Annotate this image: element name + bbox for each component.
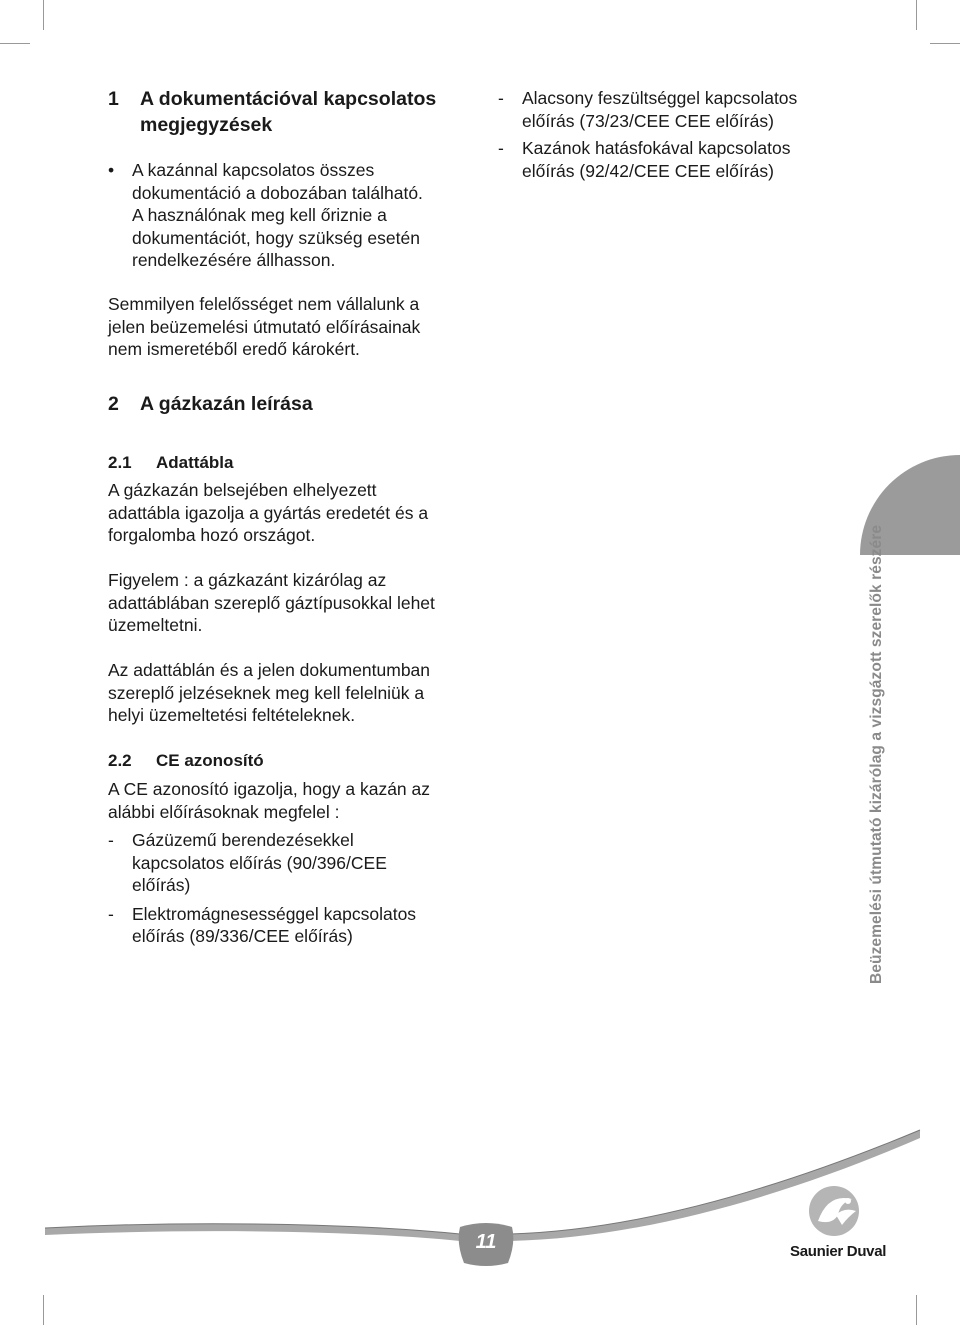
bullet-line: A használónak meg kell őriznie a	[132, 205, 387, 225]
disclaimer-paragraph: Semmilyen felelősséget nem vállalunk a jelen beüzemelési útmutató előírásainak nem ismeretéből eredő károkért.	[108, 294, 421, 359]
sidebar-vertical-text: Beüzemelési útmutató kizárólag a vizsgázott szerelők részére	[868, 524, 885, 984]
list-item: - Elektromágnesességgel kapcsolatos előírás (89/336/CEE előírás)	[108, 903, 417, 946]
ce-intro-paragraph: A CE azonosító igazolja, hogy a kazán az alábbi előírásoknak megfelel :	[108, 779, 431, 822]
adattabla-paragraph-2: Figyelem : a gázkazánt kizárólag az adattáblában szereplő gáztípusokkal lehet üzemeltetni.	[108, 570, 435, 635]
bullet-line: dokumentáció a dobozában található.	[132, 182, 423, 203]
section-2-heading: 2 A gázkazán leírása	[108, 393, 313, 415]
crop-mark	[43, 1295, 44, 1325]
subsection-2-2-heading: 2.2 CE azonosító	[108, 751, 264, 770]
subsection-2-1-heading: 2.1 Adattábla	[108, 453, 234, 472]
section-1-heading: 1 A dokumentációval kapcsolatos megjegyzések	[108, 86, 488, 138]
saunier-duval-logo-icon	[808, 1185, 864, 1237]
bullet-line: dokumentációt, hogy szükség esetén	[132, 227, 420, 248]
list-item: - Kazánok hatásfokával kapcsolatos előírás (92/42/CEE CEE előírás)	[498, 138, 791, 181]
page-number: 11	[475, 1231, 497, 1253]
crop-mark	[930, 43, 960, 44]
section-1-title-line1: A dokumentációval kapcsolatos	[140, 88, 437, 110]
bullet-line: A kazánnal kapcsolatos összes	[132, 160, 375, 180]
list-item: - Gázüzemű berendezésekkel kapcsolatos előírás (90/396/CEE előírás)	[108, 830, 387, 895]
brand-name: Saunier Duval	[790, 1243, 887, 1260]
crop-mark	[916, 1295, 917, 1325]
bullet-line: rendelkezésére állhasson.	[132, 250, 336, 270]
crop-mark	[43, 0, 44, 30]
section-1-bullet	[108, 159, 488, 272]
list-item: - Alacsony feszültséggel kapcsolatos előírás (73/23/CEE CEE előírás)	[498, 88, 798, 131]
ce-list	[108, 829, 508, 948]
right-column-list	[498, 87, 878, 182]
crop-mark	[916, 0, 917, 30]
bullet-icon: •	[108, 160, 115, 180]
section-1-title-line2: megjegyzések	[140, 114, 273, 136]
crop-mark	[0, 43, 30, 44]
adattabla-paragraph-3: Az adattáblán és a jelen dokumentumban szereplő jelzéseknek meg kell felelniük a helyi üzemeltetési feltételeknek.	[108, 660, 431, 725]
adattabla-paragraph-1: A gázkazán belsejében elhelyezett adattábla igazolja a gyártás eredetét és a forgalomba hozó országot.	[108, 480, 429, 545]
